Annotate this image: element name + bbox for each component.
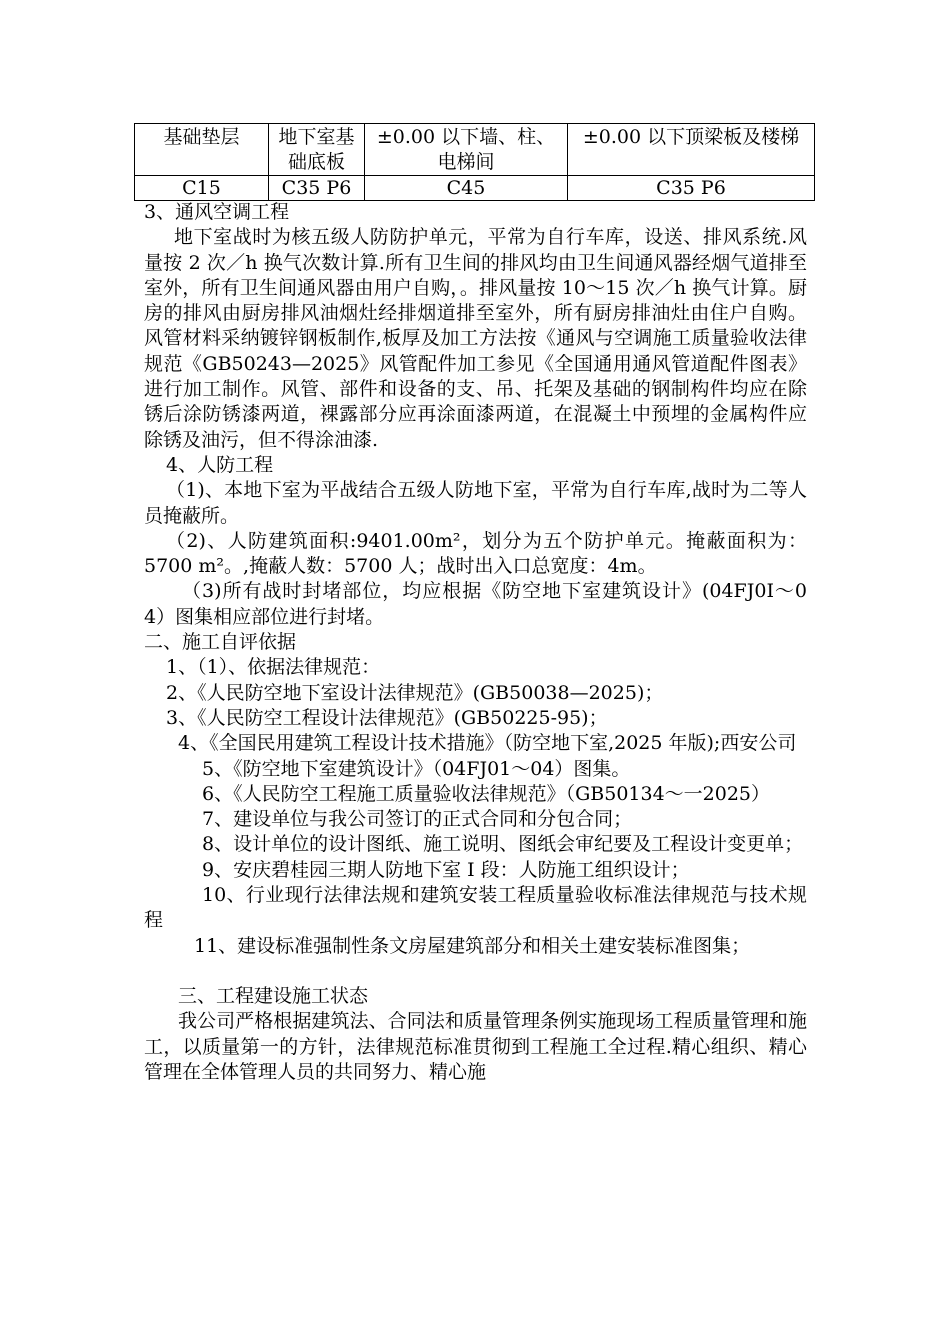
concrete-grade-table bbox=[134, 123, 815, 201]
paragraph: （2)、人防建筑面积:9401.00m²，划分为五个防护单元。掩蔽面积为：5700 m²。,掩蔽人数：5700 人；战时出入口总宽度：4m。 bbox=[144, 529, 807, 578]
list-item: 2、《人民防空地下室设计法律规范》(GB50038—2025)； bbox=[166, 681, 664, 704]
table-value-cell: C35 P6 bbox=[568, 176, 815, 201]
blank-line bbox=[144, 959, 807, 984]
table-header-cell: ±0.00 以下墙、柱、电梯间 bbox=[365, 124, 568, 176]
list-item: 6、《人民防空工程施工质量验收法律规范》（GB50134～一2025） bbox=[202, 782, 771, 805]
list-item: 3、《人民防空工程设计法律规范》(GB50225-95)； bbox=[166, 706, 608, 729]
table-value-row bbox=[135, 176, 815, 201]
table-header-cell: ±0.00 以下顶梁板及楼梯 bbox=[568, 124, 815, 176]
section-heading: 二、施工自评依据 bbox=[144, 631, 297, 654]
section-heading: 三、工程建设施工状态 bbox=[178, 984, 369, 1007]
list-item: 1、（1）、依据法律规范： bbox=[166, 656, 381, 679]
list-item: 11、建设标准强制性条文房屋建筑部分和相关土建安装标准图集； bbox=[194, 934, 751, 957]
section-heading: 3、通风空调工程 bbox=[144, 201, 290, 223]
list-item: 4、《全国民用建筑工程设计技术措施》（防空地下室,2025 年版);西安公司 bbox=[178, 732, 797, 755]
list-item: 5、《防空地下室建筑设计》（04FJ01～04）图集。 bbox=[202, 757, 631, 780]
list-item: 8、设计单位的设计图纸、施工说明、图纸会审纪要及工程设计变更单； bbox=[202, 833, 804, 856]
section-heading: 4、人防工程 bbox=[166, 453, 274, 476]
list-item: 9、安庆碧桂园三期人防地下室 I 段：人防施工组织设计； bbox=[202, 858, 690, 881]
list-item: 7、建设单位与我公司签订的正式合同和分包合同； bbox=[202, 808, 633, 831]
table-header-cell: 基础垫层 bbox=[135, 124, 269, 176]
table-header-row bbox=[135, 124, 815, 176]
paragraph: （1)、本地下室为平战结合五级人防地下室，平常为自行车库,战时为二等人员掩蔽所。 bbox=[144, 479, 807, 527]
table-header-cell: 地下室基础底板 bbox=[269, 124, 365, 176]
paragraph: 地下室战时为核五级人防防护单元，平常为自行车库，设送、排风系统.风量按 2 次／h 换气次数计算.所有卫生间的排风均由卫生间通风器经烟气道排至室外，所有卫生间通风器由用户自购，。排风量按 10～15 次／h 换气计算。厨房的排风由厨房排风油烟灶经排烟道排至室外，所有厨房排油灶由住户自购。风管材料采纳镀锌钢板制作,板厚及加工方法按《通风与空调施工质量验收法律规范《GB50243—2025》风管配件加工参见《全国通用通风管道配件图表》进行加工制作。风管、部件和设备的支、吊、托架及基础的钢制构件均应在除锈后涂防锈漆两道，裸露部分应再涂面漆两道，在混凝土中预埋的金属构件应除锈及油污，但不得涂油漆. bbox=[144, 226, 807, 451]
document-body bbox=[144, 200, 807, 1085]
paragraph: 我公司严格根据建筑法、合同法和质量管理条例实施现场工程质量管理和施工，以质量第一的方针，法律规范标准贯彻到工程施工全过程.精心组织、精心管理在全体管理人员的共同努力、精心施 bbox=[144, 1010, 807, 1083]
table-value-cell: C45 bbox=[365, 176, 568, 201]
table-value-cell: C35 P6 bbox=[269, 176, 365, 201]
list-item: 10、行业现行法律法规和建筑安装工程质量验收标准法律规范与技术规程 bbox=[144, 884, 807, 932]
paragraph: （3)所有战时封堵部位，均应根据《防空地下室建筑设计》(04FJ0I～0 4）图集相应部位进行封堵。 bbox=[144, 580, 807, 628]
table-value-cell: C15 bbox=[135, 176, 269, 201]
